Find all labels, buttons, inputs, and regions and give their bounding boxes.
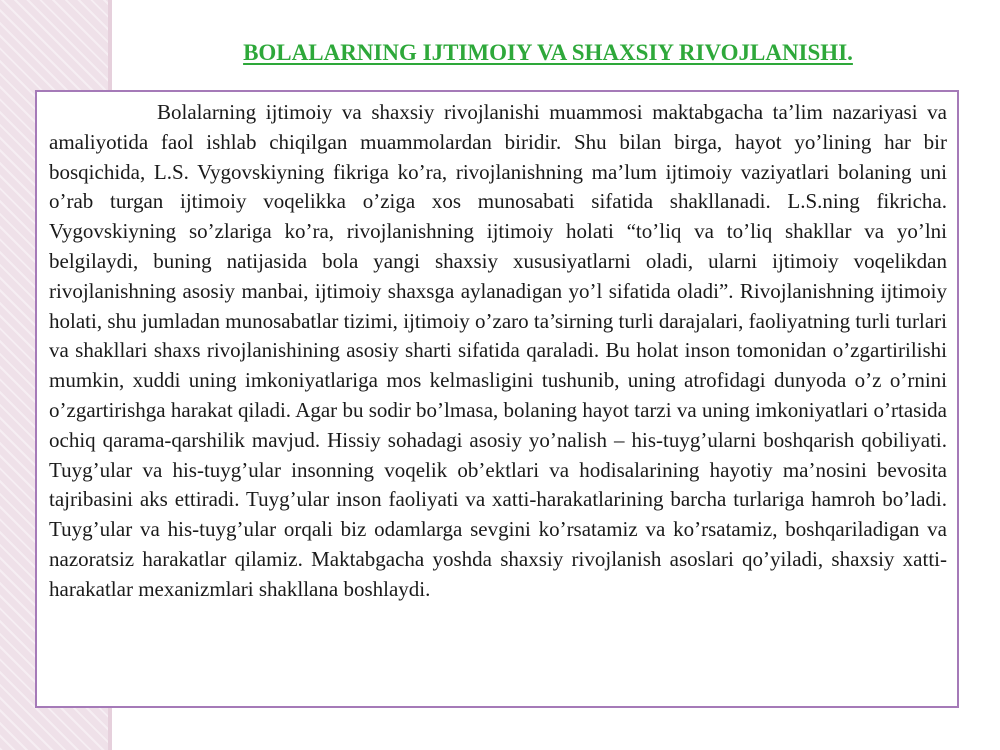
body-paragraph: Bolalarning ijtimoiy va shaxsiy rivojlanishi muammosi maktabgacha ta’lim nazariyasi va amaliyotida faol ishlab chiqilgan muammolardan biridir. Shu bilan birga, hayot yo’lining har bir bosqichida, L.S. Vygovskiyning fikriga ko’ra, rivojlanishning ma’lum ijtimoiy vaziyatlari bolaning uni o’rab turgan ijtimoiy voqelikka o’ziga xos munosabati sifatida shakllanadi. L.S.ning fikricha. Vygovskiyning so’zlariga ko’ra, rivojlanishning ijtimoiy holati “to’liq va to’liq shakllar va yo’lni belgilaydi, buning natijasida bola yangi shaxsiy xususiyatlarni oladi, ularni ijtimoiy voqelikdan rivojlanishning asosiy manbai, ijtimoiy shaxsga aylanadigan yo’l sifatida oladi”. Rivojlanishning ijtimoiy holati, shu jumladan munosabatlar tizimi, ijtimoiy o’zaro ta’sirning turli darajalari, faoliyatning turli turlari va shakllari shaxs rivojlanishining asosiy sharti sifatida qaraladi. Bu holat inson tomonidan o’zgartirilishi mumkin, xuddi uning imkoniyatlariga mos kelmasligini tushunib, uning atrofidagi dunyoda o’z o’rnini o’zgartirishga harakat qiladi. Agar bu sodir bo’lmasa, bolaning hayot tarzi va uning imkoniyatlari o’rtasida ochiq qarama-qarshilik mavjud. Hissiy sohadagi asosiy yo’nalish – his-tuyg’ularni boshqarish qobiliyati. Tuyg’ular va his-tuyg’ular insonning voqelik ob’ektlari va hodisalarining hayotiy ma’nosini bevosita tajribasini aks ettiradi. Tuyg’ular inson faoliyati va xatti-harakatlarining barcha turlariga hamroh bo’ladi. Tuyg’ular va his-tuyg’ular orqali biz odamlarga sevgini ko’rsatamiz va ko’rsatamiz, boshqariladigan va nazoratsiz harakatlar qilamiz. Maktabgacha yoshda shaxsiy rivojlanish asoslari qo’yiladi, shaxsiy xatti-harakatlar mexanizmlari shakllana boshlaydi. [49,100,947,601]
content-box [35,90,959,708]
slide-title: BOLALARNING IJTIMOIY VA SHAXSIY RIVOJLANISHI. [243,40,853,65]
